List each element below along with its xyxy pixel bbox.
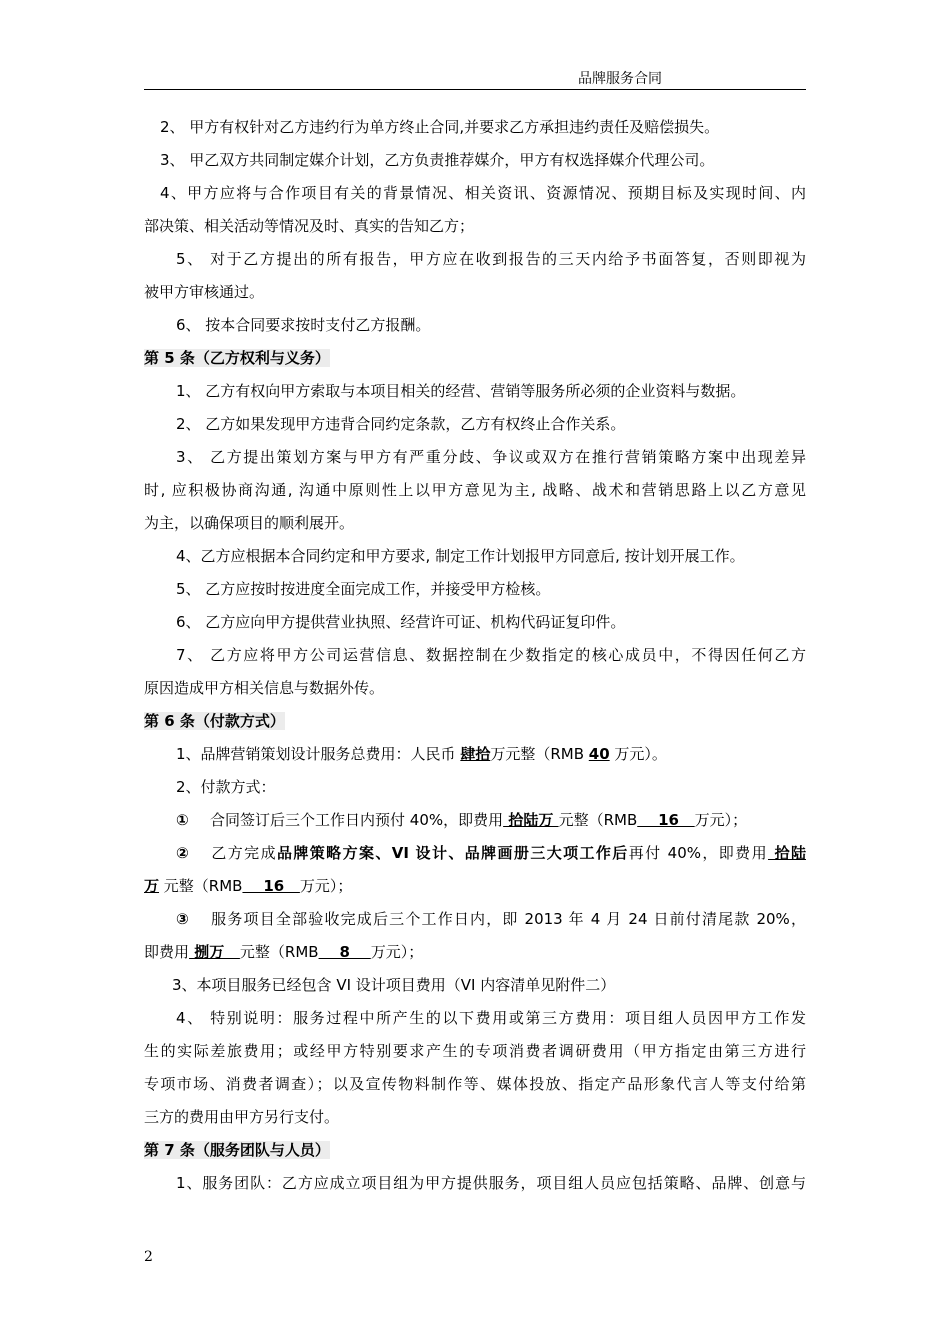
paragraph-line: 5、 对于乙方提出的所有报告，甲方应在收到报告的三天内给予书面答复，否则即视为 xyxy=(176,250,806,268)
text-segment: 即费用 xyxy=(144,943,190,961)
paragraph-line: 原因造成甲方相关信息与数据外传。 xyxy=(144,679,385,697)
amount-number: 40 xyxy=(588,745,610,763)
paragraph-line: 三方的费用由甲方另行支付。 xyxy=(144,1108,340,1126)
paragraph-line: 为主，以确保项目的顺利展开。 xyxy=(144,514,355,532)
text-segment: 乙方完成 xyxy=(210,844,277,862)
text-segment: 再付 40%，即费用 xyxy=(628,844,768,862)
paragraph-line: 7、 乙方应将甲方公司运营信息、数据控制在少数指定的核心成员中，不得因任何乙方 xyxy=(176,646,806,664)
payment-item-3 xyxy=(144,906,806,939)
text-segment: 万元）； xyxy=(370,943,424,961)
amount-number: 8 xyxy=(318,943,371,961)
text-segment: 元整（RMB xyxy=(558,811,638,829)
document-header-title: 品牌服务合同 xyxy=(578,71,662,87)
text-segment: 元整（RMB xyxy=(239,943,319,961)
paragraph-line: 4、乙方应根据本合同约定和甲方要求, 制定工作计划报甲方同意后, 按计划开展工作。 xyxy=(176,547,745,565)
header-rule xyxy=(144,89,806,90)
document-body xyxy=(144,114,806,1203)
amount-chinese: 拾陆万 xyxy=(503,811,559,829)
paragraph-line: 生的实际差旅费用；或经甲方特别要求产生的专项消费者调研费用（甲方指定由第三方进行 xyxy=(144,1042,806,1060)
text-segment: 万元）。 xyxy=(609,745,667,763)
paragraph-line: 6、 按本合同要求按时支付乙方报酬。 xyxy=(176,316,431,334)
item-marker: ② xyxy=(176,844,189,862)
paragraph-line: 1、服务团队：乙方应成立项目组为甲方提供服务，项目组人员应包括策略、品牌、创意与 xyxy=(176,1174,806,1192)
paragraph-line: 3、 乙方提出策划方案与甲方有严重分歧、争议或双方在推行营销策略方案中出现差异 xyxy=(176,448,806,466)
payment-item-1 xyxy=(144,807,806,840)
section-heading-text: 第 5 条（乙方权利与义务） xyxy=(144,349,330,367)
amount-number: 16 xyxy=(637,811,695,829)
payment-item-2 xyxy=(144,840,806,873)
paragraph-line: 4、甲方应将与合作项目有关的背景情况、相关资讯、资源情况、预期目标及实现时间、内 xyxy=(160,184,806,202)
section-heading-6 xyxy=(144,708,806,741)
paragraph-line: 时, 应积极协商沟通, 沟通中原则性上以甲方意见为主, 战略、战术和营销思路上以乙方意见 xyxy=(144,481,806,499)
text-segment: 合同签订后三个工作日内预付 40%，即费用 xyxy=(210,811,504,829)
section-heading-text: 第 7 条（服务团队与人员） xyxy=(144,1141,330,1159)
paragraph-line: 专项市场、消费者调查）；以及宣传物料制作等、媒体投放、指定产品形象代言人等支付给第 xyxy=(144,1075,806,1093)
page-number: 2 xyxy=(144,1249,153,1265)
paragraph-line: 5、 乙方应按时按进度全面完成工作，并接受甲方检核。 xyxy=(176,580,551,598)
item-marker: ① xyxy=(176,811,189,829)
paragraph-line: 6、 乙方应向甲方提供营业执照、经营许可证、机构代码证复印件。 xyxy=(176,613,626,631)
amount-chinese: 捌万 xyxy=(189,943,240,961)
total-fee-line xyxy=(144,741,806,774)
paragraph-line: 2、 甲方有权针对乙方违约行为单方终止合同,并要求乙方承担违约责任及赔偿损失。 xyxy=(160,118,720,136)
payment-item-2-cont xyxy=(144,873,806,906)
amount-number: 16 xyxy=(242,877,300,895)
section-heading-5 xyxy=(144,345,806,378)
paragraph-line: 1、 乙方有权向甲方索取与本项目相关的经营、营销等服务所必须的企业资料与数据。 xyxy=(176,382,746,400)
paragraph-line: 4、 特别说明：服务过程中所产生的以下费用或第三方费用：项目组人员因甲方工作发 xyxy=(176,1009,806,1027)
bold-text: 品牌策略方案、VI 设计、品牌画册三大项工作后 xyxy=(276,844,629,862)
amount-chinese: 肆拾 xyxy=(460,745,491,763)
amount-chinese: 拾陆 xyxy=(767,844,806,862)
text-segment: 万元）； xyxy=(299,877,353,895)
paragraph-line: 2、 乙方如果发现甲方违背合同约定条款，乙方有权终止合作关系。 xyxy=(176,415,626,433)
section-heading-text: 第 6 条（付款方式） xyxy=(144,712,285,730)
text-segment: 万元）； xyxy=(694,811,748,829)
text-segment: 服务项目全部验收完成后三个工作日内，即 2013 年 4 月 24 日前付清尾款 20%， xyxy=(210,910,806,928)
paragraph-line: 3、本项目服务已经包含 VI 设计项目费用（VI 内容清单见附件二） xyxy=(172,976,616,994)
amount-chinese: 万 xyxy=(144,877,160,895)
text-segment: 元整（RMB xyxy=(159,877,243,895)
paragraph-line: 2、付款方式： xyxy=(176,778,276,796)
text-segment: 1、品牌营销策划设计服务总费用：人民币 xyxy=(176,745,461,763)
item-marker: ③ xyxy=(176,910,189,928)
text-segment: 万元整（RMB xyxy=(490,745,589,763)
section-heading-7 xyxy=(144,1137,806,1170)
paragraph-line: 部决策、相关活动等情况及时、真实的告知乙方； xyxy=(144,217,475,235)
payment-item-3-cont xyxy=(144,939,806,972)
paragraph-line: 被甲方审核通过。 xyxy=(144,283,265,301)
paragraph-line: 3、 甲乙双方共同制定媒介计划，乙方负责推荐媒介，甲方有权选择媒介代理公司。 xyxy=(160,151,715,169)
